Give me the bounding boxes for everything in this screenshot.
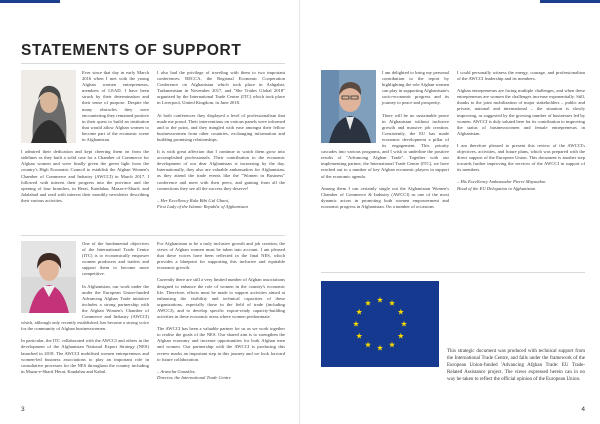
accent-bar xyxy=(540,0,600,3)
statement-eu-col2 xyxy=(457,70,585,270)
section-divider xyxy=(321,272,585,273)
statement-paragraph: I am delighted to bring my personal contribution to the report by highlighting the role Afghan women can play in supporting Afghanistan's socio-economic progress and its journey to peace and prosperity. xyxy=(382,70,449,106)
portrait-first-lady-icon xyxy=(21,70,76,143)
statement-paragraph: There will be no sustainable peace in Afghanistan without inclusive growth and massive job creation. Consistently, the EU has made economic development a pillar of its engagement. This priority cascades into various programs, and I wish to underline the positive results of "Advancing Afghan Trade". Together with our implementing partner, the International Trade Centre (ITC), we have reached out to a number of key Afghan economic players in support of the economic agenda. xyxy=(321,112,449,179)
statement-itc-col2 xyxy=(157,241,285,407)
statement-paragraph: At both conferences they displayed a level of professionalism that made me proud. Their interventions on various panels were informed and to the point, and they mingled with ease amongst their fellow businesswomen from other countries, exchanging information and building promising relationships. xyxy=(157,112,285,142)
signature-title: Director, the International Trade Centre xyxy=(157,374,231,380)
right-page xyxy=(300,0,600,424)
section-divider xyxy=(21,235,285,236)
statement-first-lady-col2 xyxy=(157,70,285,235)
statement-paragraph: Among them I can certainly single out the Afghanistan Women's Chamber of Commerce & Industry (AWCCI) as one of the most dynamic actors in promoting both women empowerment and economic progress in Afghanistan. On a number of occasions xyxy=(321,185,449,209)
signature-name: – His Excellency Ambassador Pierre Mayaudon xyxy=(457,179,546,185)
statement-paragraph: I also had the privilege of traveling with them to two important conferences: RECCA, the Regional Economic Cooperation Conference on Afghanistan which took place in Ashgabat, Turkmenistan in November 2017, and "She Trades Global 2018" organized by the International Trade Centre (ITC) which took place in Liverpool, United Kingdom, in June 2018. xyxy=(157,70,285,106)
page-number: 4 xyxy=(581,406,585,413)
portrait-eu-ambassador-icon xyxy=(321,70,376,143)
first-lady-photo xyxy=(21,70,76,143)
statement-paragraph: I admired their dedication and kept cheering them on from the sidelines as they built a solid case for a Chamber of Commerce for Afghan women and were finally given the green light from the country's High Economic Council to establish the Afghan Women's Chamber of Commerce and Industry (AWCCI) in March 2017. I followed with interest their progress into the province and the opening of four branches, in Herat, Kandahar, Mazar-e-Sharif, and Jalalabad and read with interest their monthly newsletter describing their various activities. xyxy=(21,149,149,203)
portrait-itc-director-icon xyxy=(21,241,76,313)
accent-bar xyxy=(0,0,60,3)
eu-flag-icon xyxy=(321,281,439,367)
statement-itc-col1 xyxy=(21,241,149,407)
statement-paragraph: In particular, the ITC collaborated with the AWCCI and others in the development of the Afghanistan National Export Strategy (NES) launched in 2018. The AWCCI mobilised women entrepreneurs and women-led business associations to play an important role in consultative processes for the NES throughout the country including in Mazar-e-Sharif Herat, Kandahar and Kabul. xyxy=(21,338,149,374)
statement-paragraph: Currently there are still a very limited number of Afghan associations designed to enhance the role of women in the country's economic life. Therefore, efforts must be made to support activities aimed at enhancing the visibility and technical capacities of these organizations, especially those in the field of trade (including AWCCI), and to develop specific export-ready capacity-building activities in these economic areas where women predominate. xyxy=(157,277,285,320)
statement-paragraph: Afghan entrepreneurs are facing multiple challenges, and when these entrepreneurs are women the challenges increase exponentially. Still, thanks to the joint mobilization of major stakeholders – public and private, national and international – the situation is slowly improving, as suggested by the growing number of businesses led by women. AWCCI is duly saluted here for its contribution to improving the status of businesswomen and female entrepreneurs in Afghanistan. xyxy=(457,88,585,136)
section-divider xyxy=(21,63,285,64)
page-number: 3 xyxy=(21,406,25,413)
eu-ambassador-photo xyxy=(321,70,376,143)
signature-title: Head of the EU Delegation to Afghanistan xyxy=(457,185,536,191)
statement-paragraph: For Afghanistan to be a truly inclusive growth and job creation, the views of Afghan women must be taken into account. I am pleased that these voices have been reflected in the final NES, which provides a blueprint for supporting this inclusive and equitable economic growth. xyxy=(157,241,285,271)
eu-flag xyxy=(321,281,439,367)
itc-director-photo xyxy=(21,241,76,313)
signature-name: – Arancha González, xyxy=(157,368,196,374)
statement-paragraph: One of the fundamental objectives of the International Trade Centre (ITC) is to economically empower women producers and traders and support them to become more competitive. xyxy=(82,241,149,277)
statement-paragraph: I am therefore pleased to present this review of the AWCCI's objectives, activities, and future plans, which was prepared with the direct support of the European Union. This document is another step towards further improving the services of the AWCCI in support of its members. xyxy=(457,142,585,173)
statement-paragraph: In Afghanistan, our work under the under the European Union-funded Advancing Afghan Trade initiative includes a strong partnership with the Afghan Women's Chamber of Commerce and Industry (AWCCI) which, although only recently established, has become a strong voice for the community of Afghan businesswomen. xyxy=(21,283,149,332)
statement-paragraph: Ever since that day in early March 2016 when I met with the young Afghan women entrepreneurs, members of LEAD, I have been struck by their determination and their sense of purpose. Despite the many obstacles they were encountering they remained positive in their quest to build an institution that would allow Afghan women to become part of the economic scene in Afghanistan. xyxy=(82,70,149,143)
statement-paragraph: I could personally witness the energy, courage, and professionalism of the AWCCI leadership and its members. xyxy=(457,70,585,82)
statement-eu-col1 xyxy=(321,70,449,270)
funding-disclaimer: This strategic document was produced with technical support from the International Trade Centre, and falls under the framework of the European Union-funded 'Advancing Afghan Trade: EU Trade-Related Assistance project. The views expressed herein can in no way be taken to reflect the official opinion of the European Union. xyxy=(447,349,585,382)
signature-title: First Lady of the Islamic Republic of Afghanistan xyxy=(157,203,248,209)
statement-paragraph: It is with great affection that I continue to watch them grow into accomplished professionals. Their contribution to the economic development of our dear Afghanistan is increasing by the day. Internationally, they also are valuable ambassadors for Afghanistan, as they attend the trade events like the "Women in Business" conference and meet with their peers, and gaining from all the connections they see all the success they deserve! xyxy=(157,149,285,191)
statement-first-lady-col1 xyxy=(21,70,149,235)
signature-name: – Her Excellency Rula Bibi Gul Ghani, xyxy=(157,197,230,203)
statement-paragraph: The AWCCI has been a valuable partner for us as we work together to realise the goals of the NES. Our shared aim is to strengthen the Afghan economy and increase opportunities for both Afghan men and women. Our partnership with the AWCCI is producing this review marks an important step in this journey and we look forward to future collaboration. xyxy=(157,326,285,362)
page-title: STATEMENTS OF SUPPORT xyxy=(21,42,242,59)
